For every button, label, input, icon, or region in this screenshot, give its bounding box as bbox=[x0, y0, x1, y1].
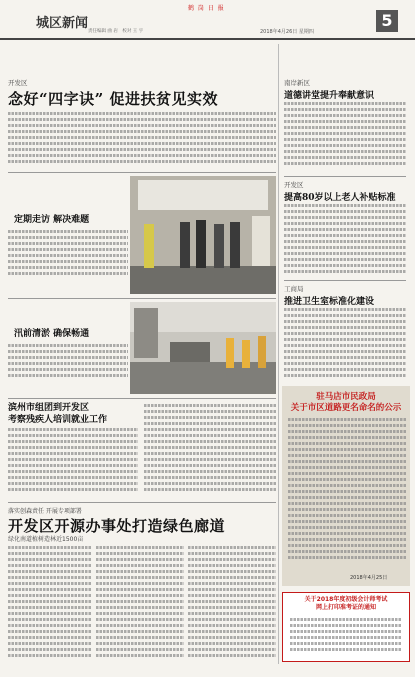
ad-title: 关于2018年度初级会计师考试 网上打印准考证的通知 bbox=[304, 596, 388, 611]
bottom-body-col1 bbox=[8, 546, 92, 664]
right-body-2 bbox=[284, 204, 406, 276]
right-headline-3: 推进卫生室标准化建设 bbox=[284, 297, 375, 307]
rule bbox=[284, 176, 406, 177]
photo-caption-1 bbox=[8, 230, 128, 290]
column-divider bbox=[278, 44, 279, 664]
photo-drain-clearing bbox=[130, 302, 276, 394]
photo-headline-1: 定期走访 解决难题 bbox=[14, 215, 90, 225]
bottom-kicker: 落实创森责任 开展专项部署 bbox=[8, 508, 82, 515]
story-tag: 开发区 bbox=[8, 79, 28, 87]
lead-headline: 念好“四字诀” 促进扶贫见实效 bbox=[8, 90, 218, 108]
bottom-subhead: 绿化南道植树造林近1500亩 bbox=[8, 536, 84, 543]
editor-line: 责任编辑 曲 岩 校对 王 宇 bbox=[88, 29, 144, 34]
newspaper-flag: 鹤 岗 日 报 bbox=[188, 5, 225, 12]
rule bbox=[8, 172, 276, 173]
rule bbox=[8, 298, 276, 299]
mid-body-left bbox=[8, 428, 138, 498]
right-tag-1: 南岸新区 bbox=[284, 79, 310, 87]
mid-headline: 滨州市组团到开发区 考察残疾人培训就业工作 bbox=[8, 403, 108, 425]
notice-title: 驻马店市民政局 关于市区道路更名命名的公示 bbox=[290, 392, 402, 413]
notice-date: 2018年4月25日 bbox=[350, 575, 388, 581]
rule bbox=[8, 398, 276, 399]
right-body-1 bbox=[284, 102, 406, 172]
notice-body bbox=[288, 418, 406, 566]
photo-headline-2: 汛前清淤 确保畅通 bbox=[14, 329, 90, 339]
right-headline-2: 提高80岁以上老人补贴标准 bbox=[284, 193, 396, 203]
mid-body-right bbox=[144, 404, 276, 498]
right-body-3 bbox=[284, 308, 406, 380]
right-tag-3: 工商局 bbox=[284, 285, 304, 293]
issue-date: 2018年4月26日 星期四 bbox=[260, 29, 314, 35]
rule bbox=[8, 502, 276, 503]
masthead bbox=[0, 0, 415, 40]
photo-officials-visit bbox=[130, 176, 276, 294]
photo-caption-2 bbox=[8, 344, 128, 386]
right-tag-2: 开发区 bbox=[284, 181, 304, 189]
lead-body-text bbox=[8, 112, 276, 168]
bottom-body-col2 bbox=[96, 546, 184, 664]
ad-body bbox=[290, 618, 402, 658]
page-number: 5 bbox=[376, 10, 398, 32]
rule bbox=[284, 280, 406, 281]
bottom-body-col3 bbox=[188, 546, 276, 664]
bottom-headline: 开发区开源办事处打造绿色廊道 bbox=[8, 517, 226, 535]
right-headline-1: 道德讲堂提升奉献意识 bbox=[284, 91, 375, 101]
section-title: 城区新闻 bbox=[36, 16, 89, 31]
